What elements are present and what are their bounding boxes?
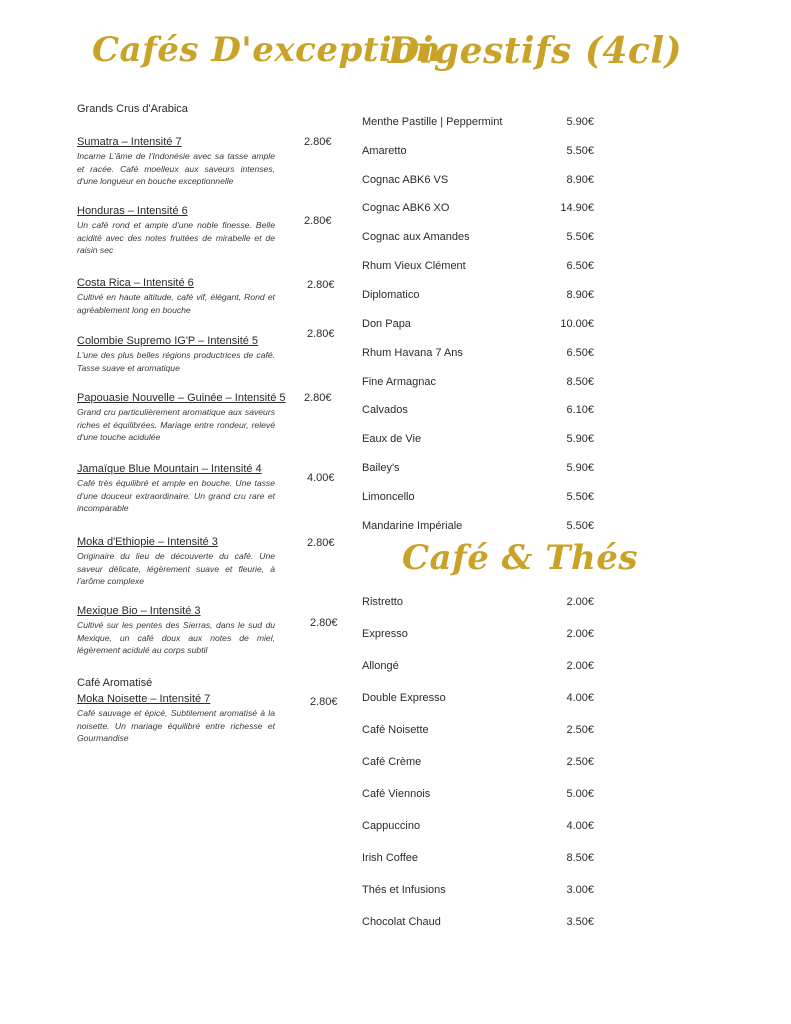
cafe-name: Double Expresso xyxy=(362,692,446,704)
digestif-row xyxy=(362,404,594,418)
coffee-name: Mexique Bio – Intensité 3 xyxy=(77,605,201,617)
digestif-price: 6.50€ xyxy=(566,260,594,272)
coffee-desc: Un café rond et ample d'une noble finesse. Belle acidité avec des notes fruitées de mirabelle et de raisin sec xyxy=(77,220,275,255)
digestif-name: Bailey's xyxy=(362,462,400,474)
digestif-price: 8.50€ xyxy=(566,376,594,388)
coffee-price: 2.80€ xyxy=(304,392,332,404)
coffee-price: 2.80€ xyxy=(310,617,338,629)
cafe-price: 4.00€ xyxy=(566,692,594,704)
cafe-price: 2.00€ xyxy=(566,628,594,640)
coffee-name: Moka Noisette – Intensité 7 xyxy=(77,693,211,705)
coffee-item xyxy=(77,136,339,188)
cafe-thes-title: Café & Thés xyxy=(402,538,639,578)
coffee-item xyxy=(77,463,339,515)
digestif-name: Cognac ABK6 VS xyxy=(362,174,449,186)
digestif-name: Limoncello xyxy=(362,491,415,503)
coffee-name: Sumatra – Intensité 7 xyxy=(77,136,182,148)
aromatise-heading: Café Aromatisé xyxy=(77,677,153,689)
coffee-item xyxy=(77,328,339,374)
cafe-row xyxy=(362,756,594,770)
digestif-row xyxy=(362,318,594,332)
digestifs-title: Digestifs (4cl) xyxy=(388,30,683,72)
digestif-row xyxy=(362,376,594,390)
cafe-row xyxy=(362,852,594,866)
cafe-name: Café Viennois xyxy=(362,788,431,800)
digestif-row xyxy=(362,347,594,361)
cafe-row xyxy=(362,628,594,642)
digestif-row xyxy=(362,462,594,476)
cafe-row xyxy=(362,596,594,610)
cafe-name: Thés et Infusions xyxy=(362,884,446,896)
cafe-name: Allongé xyxy=(362,660,399,672)
digestif-row xyxy=(362,433,594,447)
digestif-name: Diplomatico xyxy=(362,289,420,301)
digestif-name: Rhum Vieux Clément xyxy=(362,260,466,272)
digestif-row xyxy=(362,174,594,188)
digestif-row xyxy=(362,231,594,245)
cafe-name: Chocolat Chaud xyxy=(362,916,441,928)
coffee-name: Jamaïque Blue Mountain – Intensité 4 xyxy=(77,463,262,475)
cafe-name: Cappuccino xyxy=(362,820,421,832)
cafe-price: 2.00€ xyxy=(566,596,594,608)
digestif-name: Mandarine Impériale xyxy=(362,520,463,532)
coffee-item xyxy=(77,536,339,588)
cafe-price: 2.50€ xyxy=(566,724,594,736)
digestif-row xyxy=(362,491,594,505)
digestif-row xyxy=(362,116,594,130)
coffee-price: 2.80€ xyxy=(307,537,335,549)
coffee-item xyxy=(77,392,339,444)
digestif-price: 5.90€ xyxy=(566,462,594,474)
coffee-price: 4.00€ xyxy=(307,472,335,484)
coffee-desc: Cultivé en haute altitude, café vif, élégant, Rond et agréablement long en bouche xyxy=(77,292,275,315)
digestif-row xyxy=(362,202,594,216)
cafe-row xyxy=(362,692,594,706)
coffee-item xyxy=(77,277,339,316)
cafe-row xyxy=(362,820,594,834)
coffee-price: 2.80€ xyxy=(307,328,335,340)
cafe-price: 8.50€ xyxy=(566,852,594,864)
digestif-name: Cognac aux Amandes xyxy=(362,231,470,243)
digestif-price: 10.00€ xyxy=(560,318,594,330)
digestif-name: Menthe Pastille | Peppermint xyxy=(362,116,503,128)
digestif-name: Calvados xyxy=(362,404,408,416)
coffee-price: 2.80€ xyxy=(310,696,338,708)
arabica-subheading: Grands Crus d'Arabica xyxy=(77,103,188,115)
coffee-price: 2.80€ xyxy=(304,136,332,148)
coffee-desc: Grand cru particulièrement aromatique aux saveurs riches et équilibrées. Mariage entre rondeur, relevé d'une touche acidulée xyxy=(77,407,275,442)
coffee-name: Colombie Supremo IG'P – Intensité 5 xyxy=(77,335,259,347)
cafe-row xyxy=(362,916,594,930)
coffee-desc: Café sauvage et épicé, Subtilement aromatisé à la noisette. Un mariage équilibré entre richesse et Gourmandise xyxy=(77,708,275,743)
coffee-item xyxy=(77,205,339,257)
digestif-row xyxy=(362,289,594,303)
digestif-row xyxy=(362,260,594,274)
cafe-name: Café Crème xyxy=(362,756,422,768)
digestif-price: 5.50€ xyxy=(566,491,594,503)
digestif-price: 5.90€ xyxy=(566,116,594,128)
digestif-price: 5.50€ xyxy=(566,520,594,532)
digestif-price: 6.10€ xyxy=(566,404,594,416)
digestif-price: 5.50€ xyxy=(566,231,594,243)
coffee-desc: Originaire du lieu de découverte du café. Une saveur délicate, légèrement suave et fleurie, à l'arôme complexe xyxy=(77,551,275,586)
digestif-price: 8.90€ xyxy=(566,289,594,301)
cafe-price: 4.00€ xyxy=(566,820,594,832)
digestif-name: Don Papa xyxy=(362,318,411,330)
cafe-name: Expresso xyxy=(362,628,408,640)
coffee-name: Costa Rica – Intensité 6 xyxy=(77,277,194,289)
cafe-price: 2.50€ xyxy=(566,756,594,768)
digestif-price: 14.90€ xyxy=(560,202,594,214)
cafe-price: 3.50€ xyxy=(566,916,594,928)
cafe-name: Ristretto xyxy=(362,596,403,608)
cafe-price: 2.00€ xyxy=(566,660,594,672)
coffee-desc: Café très équilibré et ample en bouche. Une tasse d'une douceur extraordinaire. Un grand cru rare et incomparable xyxy=(77,478,275,513)
cafe-row xyxy=(362,788,594,802)
cafe-name: Café Noisette xyxy=(362,724,429,736)
digestif-name: Amaretto xyxy=(362,145,407,157)
coffee-name: Papouasie Nouvelle – Guinée – Intensité 5 xyxy=(77,392,286,404)
digestif-name: Cognac ABK6 XO xyxy=(362,202,450,214)
cafes-title: Cafés D'exception xyxy=(92,30,441,70)
digestif-name: Rhum Havana 7 Ans xyxy=(362,347,463,359)
digestif-price: 8.90€ xyxy=(566,174,594,186)
cafe-row xyxy=(362,660,594,674)
coffee-desc: Cultivé sur les pentes des Sierras, dans le sud du Mexique, un café doux aux notes de miel, légèrement acidulé au corps subtil xyxy=(77,620,275,655)
digestif-row xyxy=(362,145,594,159)
digestif-row xyxy=(362,520,594,534)
coffee-desc: L'une des plus belles régions productrices de café. Tasse suave et aromatique xyxy=(77,350,275,373)
digestif-name: Fine Armagnac xyxy=(362,376,436,388)
digestif-price: 5.90€ xyxy=(566,433,594,445)
coffee-price: 2.80€ xyxy=(304,215,332,227)
cafe-price: 5.00€ xyxy=(566,788,594,800)
cafe-name: Irish Coffee xyxy=(362,852,419,864)
cafe-price: 3.00€ xyxy=(566,884,594,896)
coffee-price: 2.80€ xyxy=(307,279,335,291)
coffee-item xyxy=(77,605,339,657)
cafe-row xyxy=(362,884,594,898)
coffee-desc: Incarne L'âme de l'Indonésie avec sa tasse ample et racée. Café moelleux aux saveurs intenses, d'une longueur en bouche exceptionnelle xyxy=(77,151,275,186)
coffee-item xyxy=(77,693,339,745)
coffee-name: Moka d'Ethiopie – Intensité 3 xyxy=(77,536,218,548)
digestif-price: 5.50€ xyxy=(566,145,594,157)
cafe-row xyxy=(362,724,594,738)
digestif-name: Eaux de Vie xyxy=(362,433,422,445)
digestif-price: 6.50€ xyxy=(566,347,594,359)
coffee-name: Honduras – Intensité 6 xyxy=(77,205,188,217)
